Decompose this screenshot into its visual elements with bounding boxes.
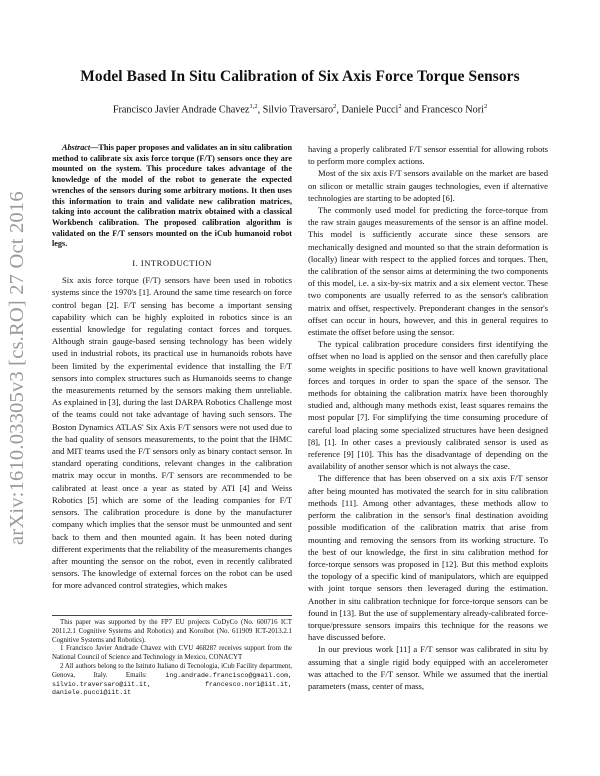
footnotes bbox=[52, 615, 292, 698]
paper-title: Model Based In Situ Calibration of Six Axis Force Torque Sensors bbox=[80, 68, 520, 85]
author-name: Francisco Javier Andrade Chavez bbox=[112, 104, 250, 116]
body-paragraph: having a properly calibrated F/T sensor essential for allowing robots to perform more complex actions. bbox=[308, 144, 548, 167]
abstract-label: Abstract bbox=[62, 143, 91, 152]
author-affiliation: 2 bbox=[333, 103, 337, 110]
author-list bbox=[40, 103, 560, 115]
body-paragraph: In our previous work [11] a F/T sensor was calibrated in situ by assuming that a single rigid body equipped with an accelerometer was attached to the F/T sensor. While we assumed that the inertial parameters (mass, center of mass, bbox=[308, 644, 548, 691]
left-column bbox=[52, 143, 292, 592]
funding-footnote: This paper was supported by the FP7 EU projects CoDyCo (No. 600716 ICT 2011.2.1 Cognitive Systems and Robotics) and Koroibot (No. 611909 ICT-2013.2.1 Cognitive Systems and Robotics). bbox=[52, 619, 292, 644]
section-heading: I. INTRODUCTION bbox=[132, 258, 212, 269]
arxiv-identifier-stamp: arXiv:1610.03305v3 [cs.RO] 27 Oct 2016 bbox=[6, 191, 28, 545]
abstract bbox=[52, 143, 292, 250]
author-affiliation: 1,2 bbox=[249, 103, 258, 110]
affiliation-footnote: 1 Francisco Javier Andrade Chavez with CVU 468287 receives support from the National Council of Science and Technology in Mexico, CONACYT bbox=[52, 645, 292, 662]
author-separator: , bbox=[336, 104, 342, 116]
email-list: ing.andrade.francisco@gmail.com, silvio.traversaro@iit.it, francesco.nori@iit.it, daniele.pucci@iit.it bbox=[52, 671, 292, 697]
body-paragraph: The commonly used model for predicting the force-torque from the raw strain gauges measurements of the sensor is an affine model. This model is sufficiently accurate since these sensors are mechanically designed and mounted so that the strain deformation is (locally) linear with respect to the applied forces and torques. Then, the calibration of the sensor aims at determining the two components of this model, i.e. a six-by-six matrix and a six element vector. These two components are usually referred to as the sensor's calibration matrix and offset, respectively. Preponderant changes in the sensor's offset can occur in hours, however, and this in general requires to estimate the offset before using the sensor. bbox=[308, 205, 548, 338]
affiliation-footnote bbox=[52, 663, 292, 698]
body-paragraph: Six axis force torque (F/T) sensors have been used in robotics systems since the 1970's [1]. Around the same time research on force control began [2]. F/T sensing has become a important sensing capability which can be highly exploited in robotics since is an essential knowledge for regulating contact forces and torques. Although strain gauge-based sensing technology has been widely used in industrial robots, its practical use in humanoids robots have been limited by the experimental evidence that installing the F/T sensors into complex structures such as Humanoids seems to change the measurements returned by the sensors making them unreliable. As explained in [3], during the last DARPA Robotics Challenge most of the teams could not take advantage of having such sensors. The Boston Dynamics ATLAS' Six Axis F/T sensors were not used due to the bad quality of sensors measurements, to the point that the IHMC and MIT teams used the F/T sensors only as binary contact sensor. In standard operating conditions, relevant changes in the calibration matrix may occur in months. F/T sensors are recommended to be calibrated at least once a year as stated by ATI [4] and Weiss Robotics [5] which are some of the leading companies for F/T sensors. The calibration procedure is done by the manufacturer company which implies that the sensor must be unmounted and sent back to them and then mounted again. It has been noted during different experiments that the reliability of the measurements changes after mounting the sensor on the robot, even in recently calibrated sensors. The knowledge of external forces on the robot can be used for more advanced control strategies, which makes bbox=[52, 275, 292, 591]
abstract-text: —This paper proposes and validates an in situ calibration method to calibrate six axis force torque (F/T) sensors once they are mounted on the system. This procedure takes advantage of the knowledge of the model of the robot to generate the expected wrenches of the sensors during some arbitrary motions. It then uses this information to train and validate new calibration matrices, taking into account the calibration matrix obtained with a classical Workbench calibration. The proposed calibration algorithm is validated on the F/T sensors mounted on the iCub humanoid robot legs. bbox=[52, 143, 292, 249]
author-affiliation: 2 bbox=[398, 103, 402, 110]
author-name: Silvio Traversaro bbox=[262, 104, 334, 116]
author-name: Daniele Pucci bbox=[341, 104, 399, 116]
author-name: Francesco Nori bbox=[421, 104, 484, 116]
author-affiliation: 2 bbox=[483, 103, 488, 110]
affiliation-text: 2 All authors belong to the Istituto Italiano di Tecnologia, iCub Facility department, Genova, Italy. Emails: bbox=[52, 662, 292, 679]
right-column bbox=[308, 143, 548, 692]
body-paragraph: The difference that has been observed on a six axis F/T sensor after being mounted has motivated the search for in situ calibration methods [11]. Among other advantages, these methods allow to perform the calibration in the sensor's final destination avoiding possible modification of the calibration matrix that arise from mounting and removing the sensors from its working structure. To the best of our knowledge, the first in situ calibration method for force-torque sensors was proposed in [12]. But this method exploits the topology of a specific kind of manipulators, which are equipped with joint torque sensors then leveraged during the estimation. Another in situ calibration technique for force-torque sensors can be found in [13]. But the use of supplementary already-calibrated force-torque/pressure sensors impairs this technique for the reasons we have discussed before. bbox=[308, 473, 548, 643]
body-paragraph: The typical calibration procedure considers first identifying the offset when no load is applied on the sensor and then carefully place some weights in specific positions to have well known gravitational forces and torques in order to span the space of the sensor. The methods for obtaining the calibration matrix have been thoroughly studied and, although many methods exist, least squares remains the most popular [7]. For simplifying the time consuming procedure of careful load placing some specialized structures have been designed [8], [1]. In other cases a previously calibrated sensor is used as reference [9] [10]. This has the disadvantage of depending on the availability of another sensor which is not always the case. bbox=[308, 339, 548, 472]
author-separator: and bbox=[401, 104, 422, 116]
body-paragraph: Most of the six axis F/T sensors available on the market are based on silicon or metallic strain gauges technologies, even if alternative technologies are starting to be adopted [6]. bbox=[308, 168, 548, 203]
author-separator: , bbox=[257, 104, 263, 116]
